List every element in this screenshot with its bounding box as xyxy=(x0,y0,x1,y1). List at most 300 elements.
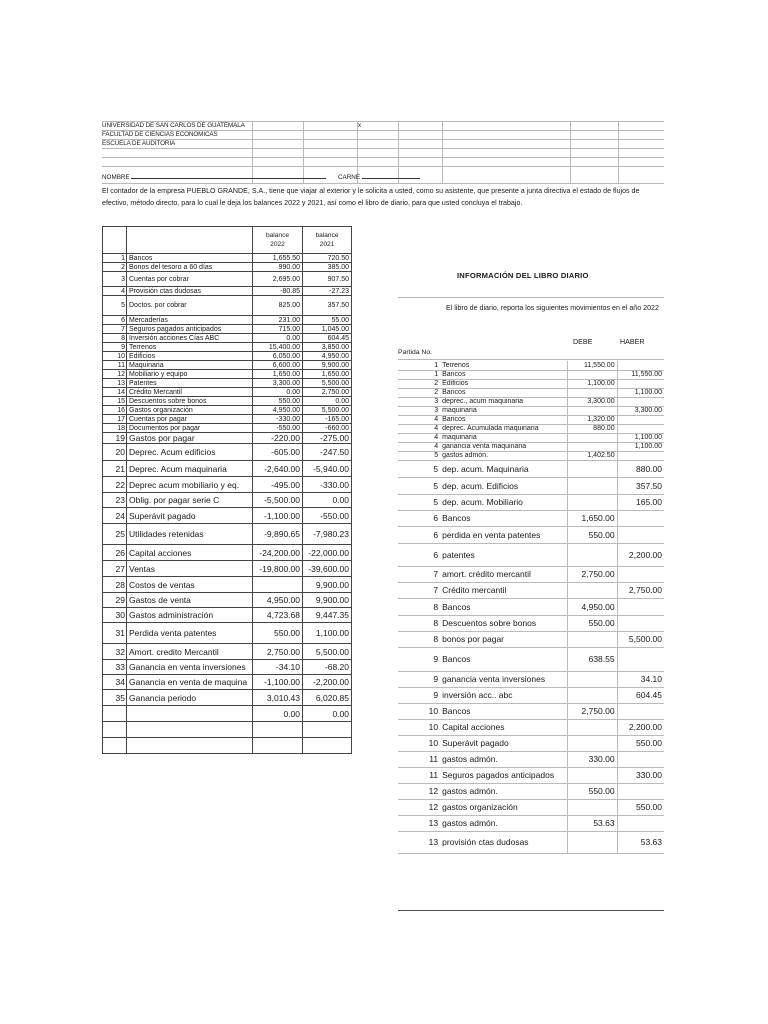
journal-row xyxy=(398,477,664,494)
balance-2021-value: 6,020.85 xyxy=(303,690,352,706)
entry-description: Bancos xyxy=(440,388,568,397)
partida-number: 1 xyxy=(398,370,440,379)
balance-row xyxy=(103,675,352,690)
grid-line xyxy=(618,121,619,183)
account-name: Deprec. Acum maquinaria xyxy=(127,461,253,477)
debe-value xyxy=(568,543,617,566)
partida-number: 11 xyxy=(398,751,440,767)
balance-row xyxy=(103,272,352,287)
account-name: Patentes xyxy=(127,379,253,388)
account-name: Costos de ventas xyxy=(127,577,253,593)
header-2021-line2: 2021 xyxy=(319,241,335,248)
debe-value xyxy=(568,433,617,442)
balance-2021-value: -247.50 xyxy=(303,444,352,461)
faculty-name: FACULTAD DE CIENCIAS ECONOMICAS xyxy=(102,131,218,138)
partida-number: 8 xyxy=(398,615,440,631)
journal-row xyxy=(398,703,664,719)
row-number: 29 xyxy=(103,593,127,608)
account-name: Gastos organización xyxy=(127,406,253,415)
balance-2022-value: 6,600.00 xyxy=(253,361,303,370)
partida-number: 10 xyxy=(398,703,440,719)
entry-description: dep. acum. Edificios xyxy=(440,477,568,494)
account-name: Ganancia en venta de maquina xyxy=(127,675,253,690)
balance-2022-value: 715.00 xyxy=(253,325,303,334)
partida-number: 7 xyxy=(398,566,440,582)
haber-value: 550.00 xyxy=(617,735,664,751)
entry-description: Bancos xyxy=(440,703,568,719)
account-name xyxy=(127,706,253,722)
balance-row xyxy=(103,545,352,561)
account-name: Deprec acum mobiliario y eq. xyxy=(127,477,253,493)
balance-2022-value: 4,723.68 xyxy=(253,608,303,623)
balance-2022-value: -5,500.00 xyxy=(253,493,303,508)
balance-2021-value: 1,650.00 xyxy=(303,370,352,379)
partida-number: 5 xyxy=(398,451,440,460)
row-number: 9 xyxy=(103,343,127,352)
balance-2022-value xyxy=(253,738,303,754)
debe-value: 1,100.00 xyxy=(568,379,617,388)
grid-line xyxy=(102,166,664,167)
row-number: 2 xyxy=(103,263,127,272)
debe-value xyxy=(568,582,617,598)
journal-row xyxy=(398,799,664,815)
debe-value xyxy=(568,460,617,477)
entry-description: gastos admón. xyxy=(440,783,568,799)
journal-row xyxy=(398,543,664,566)
account-name: Bonos del tesoro a 60 días xyxy=(127,263,253,272)
balance-2022-value: 825.00 xyxy=(253,296,303,316)
balance-row xyxy=(103,524,352,545)
journal-row xyxy=(398,415,664,424)
account-name: Bancos xyxy=(127,254,253,263)
row-number: 15 xyxy=(103,397,127,406)
balance-row xyxy=(103,690,352,706)
balance-row xyxy=(103,424,352,433)
account-name: Gastos administración xyxy=(127,608,253,623)
debe-value: 11,550.00 xyxy=(568,361,617,370)
row-number: 8 xyxy=(103,334,127,343)
balance-2022-value: -80.85 xyxy=(253,287,303,296)
account-name: Maquinaria xyxy=(127,361,253,370)
account-name: Deprec. Acum edificios xyxy=(127,444,253,461)
haber-value: 550.00 xyxy=(617,799,664,815)
journal-row xyxy=(398,510,664,526)
balance-row xyxy=(103,461,352,477)
balance-2021-value: 604.45 xyxy=(303,334,352,343)
account-name: Capital acciones xyxy=(127,545,253,561)
debe-value: 550.00 xyxy=(568,615,617,631)
balance-2021-value: 3,850.00 xyxy=(303,343,352,352)
debe-value xyxy=(568,671,617,687)
balance-row xyxy=(103,593,352,608)
nombre-line xyxy=(131,178,326,179)
row-number: 21 xyxy=(103,461,127,477)
journal-row xyxy=(398,388,664,397)
haber-value xyxy=(617,751,664,767)
partida-number: 13 xyxy=(398,831,440,853)
grid-line xyxy=(398,359,664,360)
haber-value xyxy=(617,783,664,799)
header-2022-line1: balance xyxy=(265,232,290,239)
balance-row xyxy=(103,444,352,461)
worksheet xyxy=(102,121,664,921)
balance-2022-value: -550.00 xyxy=(253,424,303,433)
debe-value: 550.00 xyxy=(568,526,617,543)
debe-value xyxy=(568,477,617,494)
account-name: Documentos por pagar xyxy=(127,424,253,433)
balance-2021-value: 9,900.00 xyxy=(303,577,352,593)
debe-value: 330.00 xyxy=(568,751,617,767)
partida-number: 3 xyxy=(398,397,440,406)
debe-value xyxy=(568,388,617,397)
partida-number: 2 xyxy=(398,379,440,388)
entry-description: Terrenos xyxy=(440,361,568,370)
journal-row xyxy=(398,397,664,406)
account-name: Crédito Mercantil xyxy=(127,388,253,397)
haber-header: HABER xyxy=(620,338,645,346)
haber-value xyxy=(617,424,664,433)
balance-2022-value: 550.00 xyxy=(253,623,303,644)
balance-row xyxy=(103,623,352,644)
row-number: 33 xyxy=(103,660,127,675)
debe-value: 2,750.00 xyxy=(568,566,617,582)
balance-2022-value: -1,100.00 xyxy=(253,508,303,524)
grid-line xyxy=(102,139,664,140)
balance-2022-value: 1,650.00 xyxy=(253,370,303,379)
haber-value: 3,300.00 xyxy=(617,406,664,415)
partida-number: 5 xyxy=(398,460,440,477)
row-number: 18 xyxy=(103,424,127,433)
row-number: 1 xyxy=(103,254,127,263)
entry-description: gastos admón. xyxy=(440,815,568,831)
row-number: 3 xyxy=(103,272,127,287)
account-name: Ganancia en venta inversiones xyxy=(127,660,253,675)
partida-number: 1 xyxy=(398,361,440,370)
balance-2022-value: 6,050.00 xyxy=(253,352,303,361)
partida-number: 6 xyxy=(398,510,440,526)
haber-value xyxy=(617,615,664,631)
balance-2021-value: -660.00 xyxy=(303,424,352,433)
debe-value: 880.00 xyxy=(568,424,617,433)
row-number xyxy=(103,706,127,722)
debe-value: 1,320.00 xyxy=(568,415,617,424)
carne-field xyxy=(338,174,420,181)
balance-row xyxy=(103,296,352,316)
balance-2021-value: -275.00 xyxy=(303,433,352,444)
partida-number: 5 xyxy=(398,477,440,494)
balance-2021-value: 9,900.00 xyxy=(303,361,352,370)
journal-row xyxy=(398,433,664,442)
account-name: Inversión acciones Cías ABC xyxy=(127,334,253,343)
debe-value xyxy=(568,494,617,510)
entry-description: Descuentos sobre bonos xyxy=(440,615,568,631)
haber-value xyxy=(617,703,664,719)
row-number: 20 xyxy=(103,444,127,461)
partida-number: 3 xyxy=(398,406,440,415)
haber-value: 34.10 xyxy=(617,671,664,687)
journal-row xyxy=(398,361,664,370)
balance-2021-value: 9,447.35 xyxy=(303,608,352,623)
journal-row xyxy=(398,831,664,853)
journal-row xyxy=(398,671,664,687)
journal-row xyxy=(398,735,664,751)
entry-description: gastos admón. xyxy=(440,751,568,767)
grid-line xyxy=(398,297,664,298)
balance-row xyxy=(103,352,352,361)
debe-value: 1,650.00 xyxy=(568,510,617,526)
balance-row xyxy=(103,706,352,722)
row-number: 26 xyxy=(103,545,127,561)
balance-2021-value: 5,500.00 xyxy=(303,644,352,660)
entry-description: gastos admón. xyxy=(440,451,568,460)
carne-line xyxy=(362,178,420,179)
partida-number: 13 xyxy=(398,815,440,831)
row-number: 6 xyxy=(103,316,127,325)
journal-row xyxy=(398,406,664,415)
balance-2022-value: -330.00 xyxy=(253,415,303,424)
balance-row xyxy=(103,379,352,388)
debe-value xyxy=(568,767,617,783)
row-number: 13 xyxy=(103,379,127,388)
partida-number: 12 xyxy=(398,799,440,815)
journal-row xyxy=(398,631,664,647)
partida-number: 7 xyxy=(398,582,440,598)
haber-value: 330.00 xyxy=(617,767,664,783)
balance-2022-value: -1,100.00 xyxy=(253,675,303,690)
account-name: Oblig. por pagar serie C xyxy=(127,493,253,508)
balance-row xyxy=(103,254,352,263)
balance-2021-value xyxy=(303,722,352,738)
haber-value: 1,100.00 xyxy=(617,442,664,451)
partida-number: 4 xyxy=(398,433,440,442)
entry-description: perdida en venta patentes xyxy=(440,526,568,543)
balance-2022-value: -2,640.00 xyxy=(253,461,303,477)
journal-row xyxy=(398,370,664,379)
balance-2021-value: -2,200.00 xyxy=(303,675,352,690)
entry-description: Capital acciones xyxy=(440,719,568,735)
entry-description: ganancia venta inversiones xyxy=(440,671,568,687)
partida-number: 5 xyxy=(398,494,440,510)
entry-description: Bancos xyxy=(440,415,568,424)
balance-row xyxy=(103,660,352,675)
row-number: 35 xyxy=(103,690,127,706)
balance-row xyxy=(103,388,352,397)
journal-title: INFORMACIÓN DEL LIBRO DIARIO xyxy=(457,271,589,280)
balance-2022-value: 2,750.00 xyxy=(253,644,303,660)
haber-value: 357.50 xyxy=(617,477,664,494)
account-name: Descuentos sobre bonos xyxy=(127,397,253,406)
balance-header-row xyxy=(103,227,352,254)
haber-value: 5,500.00 xyxy=(617,631,664,647)
journal-row xyxy=(398,379,664,388)
debe-value: 4,950.00 xyxy=(568,598,617,615)
haber-value xyxy=(617,566,664,582)
debe-value: 550.00 xyxy=(568,783,617,799)
entry-description: gastos organización xyxy=(440,799,568,815)
entry-description: amort. crédito mercantil xyxy=(440,566,568,582)
haber-value: 1,100.00 xyxy=(617,433,664,442)
balance-2021-value: 1,045.00 xyxy=(303,325,352,334)
balance-row xyxy=(103,477,352,493)
row-number: 17 xyxy=(103,415,127,424)
partida-number: 9 xyxy=(398,671,440,687)
haber-value xyxy=(617,415,664,424)
balance-2022-value: 0.00 xyxy=(253,706,303,722)
debe-value xyxy=(568,719,617,735)
row-number: 19 xyxy=(103,433,127,444)
partida-number: 8 xyxy=(398,598,440,615)
balance-2021-value: -39,600.00 xyxy=(303,561,352,577)
row-number: 34 xyxy=(103,675,127,690)
row-number: 14 xyxy=(103,388,127,397)
journal-row xyxy=(398,494,664,510)
debe-header: DEBE xyxy=(573,338,593,346)
row-number: 5 xyxy=(103,296,127,316)
haber-value xyxy=(617,510,664,526)
account-name: Terrenos xyxy=(127,343,253,352)
balance-2022-value: 4,950.00 xyxy=(253,406,303,415)
debe-value xyxy=(568,735,617,751)
debe-value xyxy=(568,687,617,703)
debe-value xyxy=(568,370,617,379)
entry-description: provisión ctas dudosas xyxy=(440,831,568,853)
account-name: Doctos. por cobrar xyxy=(127,296,253,316)
row-number xyxy=(103,722,127,738)
journal-row xyxy=(398,582,664,598)
entry-description: Bancos xyxy=(440,647,568,671)
grid-line xyxy=(570,121,571,183)
balance-2021-value: -27.23 xyxy=(303,287,352,296)
balance-2021-value: -165.00 xyxy=(303,415,352,424)
row-number: 28 xyxy=(103,577,127,593)
journal-row xyxy=(398,598,664,615)
journal-row xyxy=(398,424,664,433)
debe-value xyxy=(568,442,617,451)
partida-number: 12 xyxy=(398,783,440,799)
header-cell xyxy=(103,227,127,254)
cell-mark: x xyxy=(358,122,362,129)
balance-2021-value: 1,100.00 xyxy=(303,623,352,644)
partida-number: 4 xyxy=(398,415,440,424)
debe-value: 3,300.00 xyxy=(568,397,617,406)
balance-2021-value: 9,900.00 xyxy=(303,593,352,608)
balance-row xyxy=(103,508,352,524)
account-name: Cuentas por cobrar xyxy=(127,272,253,287)
balance-2021-value: 5,500.00 xyxy=(303,379,352,388)
account-name: Amort. credito Mercantil xyxy=(127,644,253,660)
journal-row xyxy=(398,647,664,671)
journal-row xyxy=(398,566,664,582)
balance-row xyxy=(103,370,352,379)
debe-value: 2,750.00 xyxy=(568,703,617,719)
balance-row xyxy=(103,406,352,415)
journal-row xyxy=(398,451,664,460)
row-number: 30 xyxy=(103,608,127,623)
balance-2021-value: -68.20 xyxy=(303,660,352,675)
balance-2022-value: 0.00 xyxy=(253,334,303,343)
row-number: 32 xyxy=(103,644,127,660)
haber-value: 165.00 xyxy=(617,494,664,510)
partida-number: 11 xyxy=(398,767,440,783)
balance-2021-value: -7,980.23 xyxy=(303,524,352,545)
entry-description: Seguros pagados anticipados xyxy=(440,767,568,783)
nombre-label: NOMBRE xyxy=(102,174,130,181)
row-number: 25 xyxy=(103,524,127,545)
balance-2021-value: 0.00 xyxy=(303,397,352,406)
row-number: 11 xyxy=(103,361,127,370)
header-cell xyxy=(127,227,253,254)
grid-line xyxy=(442,121,443,183)
debe-value: 1,402.50 xyxy=(568,451,617,460)
row-number: 27 xyxy=(103,561,127,577)
account-name: Seguros pagados anticipados xyxy=(127,325,253,334)
balance-2021-value: -550.00 xyxy=(303,508,352,524)
row-number: 23 xyxy=(103,493,127,508)
account-name: Gastos de venta xyxy=(127,593,253,608)
haber-value: 53.63 xyxy=(617,831,664,853)
school-name: ESCUELA DE AUDITORIA xyxy=(102,140,176,147)
partida-header: Partida No. xyxy=(398,349,433,356)
balance-2022-value: 4,950.00 xyxy=(253,593,303,608)
account-name: Gastos por pagar xyxy=(127,433,253,444)
journal-row xyxy=(398,767,664,783)
balance-2021-value: 720.50 xyxy=(303,254,352,263)
balance-2021-value: -22,000.00 xyxy=(303,545,352,561)
header-balance-2021 xyxy=(303,227,352,254)
nombre-field xyxy=(102,174,326,181)
balance-2022-value: 3,300.00 xyxy=(253,379,303,388)
balance-2022-value: -220.00 xyxy=(253,433,303,444)
row-number: 12 xyxy=(103,370,127,379)
partida-number: 6 xyxy=(398,526,440,543)
row-number: 22 xyxy=(103,477,127,493)
haber-value: 2,750.00 xyxy=(617,582,664,598)
haber-value: 880.00 xyxy=(617,460,664,477)
balance-2022-value: 15,400.00 xyxy=(253,343,303,352)
balance-row xyxy=(103,493,352,508)
balance-row xyxy=(103,316,352,325)
debe-value: 638.55 xyxy=(568,647,617,671)
entry-description: Edificios xyxy=(440,379,568,388)
balance-2021-value: 0.00 xyxy=(303,706,352,722)
haber-value xyxy=(617,379,664,388)
entry-description: inversión acc.. abc xyxy=(440,687,568,703)
balance-row xyxy=(103,325,352,334)
journal-description: El libro de diario, reporta los siguientes movimientos en el año 2022 xyxy=(446,304,659,312)
intro-paragraph: El contador de la empresa PUEBLO GRANDE, S.A., tiene que viajar al exterior y le solicita a usted, como su asistente, que presente a junta directiva el estado de flujos de efectivo, método directo, para lo cual le deja los balances 2022 y 2021, así como el libro de diario, para que usted concluya el trabajo. xyxy=(102,187,640,207)
balance-2021-value: 0.00 xyxy=(303,493,352,508)
carne-label: CARNE xyxy=(338,174,361,181)
haber-value: 2,200.00 xyxy=(617,719,664,735)
account-name: Superávit pagado xyxy=(127,508,253,524)
journal-row xyxy=(398,442,664,451)
balance-2021-value: 2,750.00 xyxy=(303,388,352,397)
entry-description: dep. acum. Maquinaria xyxy=(440,460,568,477)
grid-line xyxy=(102,157,664,158)
row-number: 4 xyxy=(103,287,127,296)
entry-description: maquinaria xyxy=(440,406,568,415)
balance-row xyxy=(103,361,352,370)
journal-row xyxy=(398,751,664,767)
balance-row xyxy=(103,263,352,272)
header-balance-2022 xyxy=(253,227,303,254)
balance-2021-value: -330.00 xyxy=(303,477,352,493)
account-name: Provisión ctas dudosas xyxy=(127,287,253,296)
balance-2021-value: 55.00 xyxy=(303,316,352,325)
journal-table xyxy=(398,361,664,854)
row-number: 16 xyxy=(103,406,127,415)
balance-2021-value: 4,950.00 xyxy=(303,352,352,361)
